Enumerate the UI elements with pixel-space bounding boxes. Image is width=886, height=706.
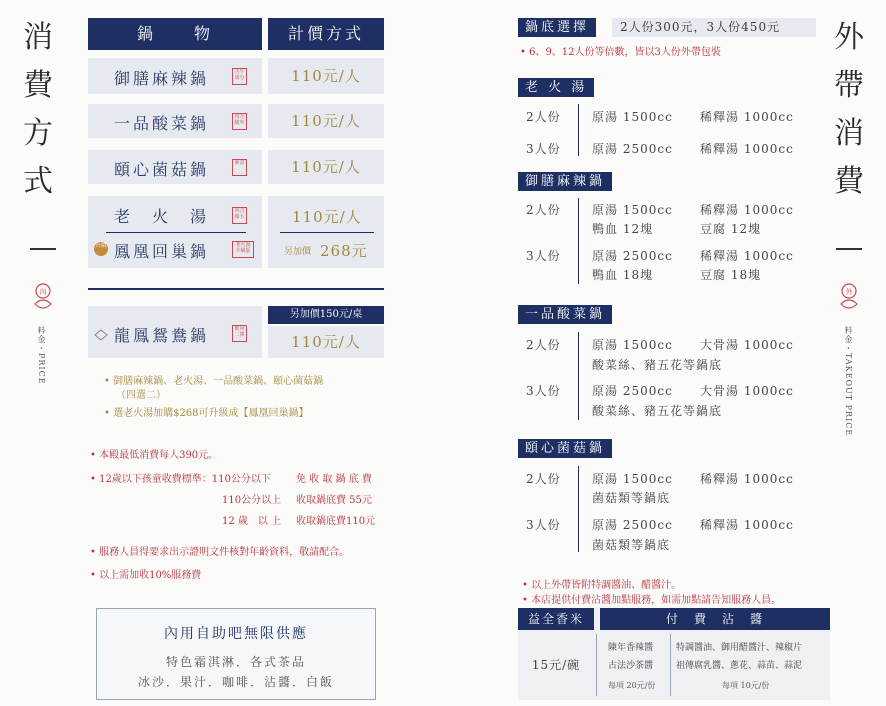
upgrade-badge: 升級 <box>94 242 108 256</box>
sauce-table <box>518 608 830 700</box>
buffet-line-2: 冰沙．果汁．咖啡．沾醬．白飯 <box>137 675 334 689</box>
pot-price-1: 110元/人 <box>268 104 384 138</box>
pot-price-0: 110元/人 <box>268 58 384 94</box>
takeout-title-2: 一品酸菜鍋 <box>518 305 612 324</box>
ingredient-stamp: 老火湯 升級版 <box>232 241 254 258</box>
title-divider <box>30 248 56 250</box>
pot-name: 一品酸菜鍋 <box>114 114 210 133</box>
col-divider <box>670 634 671 696</box>
title-divider <box>836 248 862 250</box>
combo-note-sub: （四選二） <box>116 390 166 401</box>
col-divider <box>596 634 597 696</box>
row-divider <box>280 232 374 233</box>
svg-text:內: 內 <box>39 288 47 296</box>
sauce-item: 古法沙茶醬 <box>608 661 654 671</box>
pot-header: 鍋 物 <box>88 18 262 50</box>
child-rule-2: 收取鍋底費 55元 <box>296 495 372 506</box>
dragon-extra-price: 另加價150元/桌 <box>268 306 384 324</box>
buffet-line-1: 特色霜淇淋．各式茶品 <box>165 655 306 669</box>
side-label: 料金・PRICE <box>37 326 46 385</box>
pot-row-1 <box>88 104 262 138</box>
row-rule <box>578 104 579 156</box>
buffet-box <box>96 608 376 700</box>
side-label: 料金・TAKEOUT PRICE <box>844 326 853 437</box>
row-divider <box>106 232 246 233</box>
rice-header: 益全香米 <box>518 608 594 630</box>
row-rule <box>578 332 579 420</box>
ingredient-stamp: 素食 <box>232 159 247 176</box>
pot-row-3 <box>88 196 262 268</box>
ingredient-stamp: 內含 豬五 <box>232 207 247 224</box>
takeout-title-0: 老 火 湯 <box>518 78 594 97</box>
min-charge-note: • 本殿最低消費每人390元。 <box>90 450 219 461</box>
phoenix-pot-name: 鳳凰回巢鍋 <box>114 242 210 261</box>
child-label-3: 12 歲 以 上 <box>222 516 282 527</box>
paid-sauce-header: 付 費 沾 醬 <box>600 608 830 630</box>
dragon-price: 110元/人 <box>268 326 384 358</box>
upgrade-note: • 選老火湯加購$268可升級成【鳳凰回巢鍋】 <box>104 408 309 419</box>
pot-name: 頤心菌菇鍋 <box>114 160 210 179</box>
pot-row-2 <box>88 150 262 184</box>
sauce-price: 每項 20元/份 <box>608 681 656 690</box>
pot-price-3: 110元/人 另加價 268元 <box>268 196 384 268</box>
service-charge-note: • 以上需加收10%服務費 <box>90 570 202 581</box>
takeout-title-3: 頤心菌菇鍋 <box>518 439 612 458</box>
ingredient-stamp: 含牛 成分 <box>232 68 247 85</box>
sauce-item: 陳年香辣醬 <box>608 643 654 653</box>
base-price: 2人份300元，3人份450元 <box>612 18 816 37</box>
pot-name: 御膳麻辣鍋 <box>114 69 210 88</box>
child-rule-3: 收取鍋底費110元 <box>296 516 376 527</box>
combo-note: • 御膳麻辣鍋、老火湯、一品酸菜鍋、頤心菌菇鍋 <box>104 376 324 387</box>
pot-name: 老 火 湯 <box>114 207 210 226</box>
rice-price: 15元/碗 <box>531 658 581 672</box>
dragon-pot-row <box>88 306 262 358</box>
buffet-title: 內用自助吧無限供應 <box>164 626 308 642</box>
pot-row-0 <box>88 58 262 94</box>
child-label-2: 110公分以上 <box>222 495 282 506</box>
base-note: • 6、9、12人份等倍數，皆以3人份外帶包裝 <box>520 47 721 58</box>
takeout-note-0: • 以上外帶皆附特調醬油、醋醬汁。 <box>522 580 682 591</box>
svg-text:外: 外 <box>845 288 853 296</box>
ingredient-stamp: 飲用 二擇 <box>232 325 247 342</box>
flame-logo-icon <box>838 282 860 316</box>
takeout-note-1: • 本店提供付費沾醬加點服務，如需加點請告知服務人員。 <box>522 595 782 606</box>
takeout-title-1: 御膳麻辣鍋 <box>518 172 612 191</box>
dragon-phoenix-icon <box>94 326 108 345</box>
sauce-price: 每項 10元/份 <box>722 681 770 690</box>
ingredient-stamp: 內含 酸夾 <box>232 113 247 130</box>
id-note: • 服務人員得要求出示證明文件核對年齡資料，敬請配合。 <box>90 547 350 558</box>
base-label: 鍋底選擇 <box>518 18 596 37</box>
row-rule <box>578 466 579 552</box>
child-note: • 12歲以下孩童收費標準：110公分以下 <box>90 474 271 485</box>
pot-price-2: 110元/人 <box>268 150 384 184</box>
sauce-item: 特調醬油、御用醋醬汁、辣椒片 <box>676 643 803 653</box>
price-header: 計價方式 <box>268 18 384 50</box>
dragon-pot-name: 龍鳳鴛鴦鍋 <box>114 326 210 345</box>
flame-logo-icon <box>32 282 54 316</box>
sauce-item: 祖傳腐乳醬、蔥花、蒜苗、蒜泥 <box>676 661 803 671</box>
row-rule <box>578 198 579 284</box>
section-divider <box>88 288 384 290</box>
child-rule-1: 免 收 取 鍋 底 費 <box>296 474 372 485</box>
